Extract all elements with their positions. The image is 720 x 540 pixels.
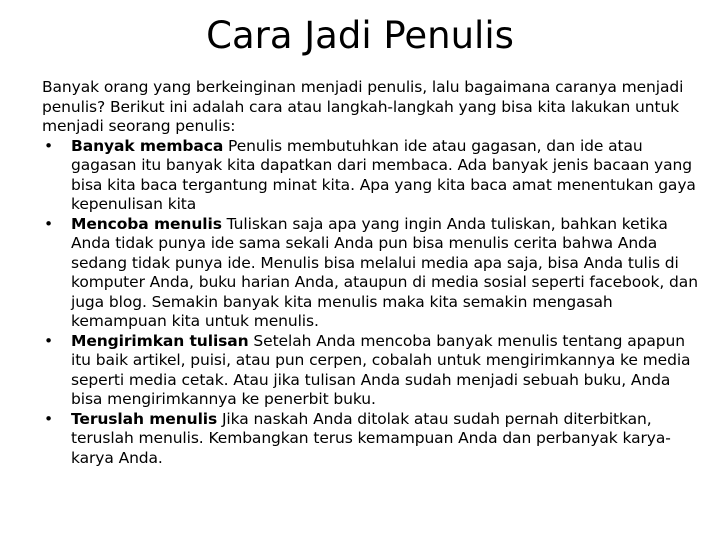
bullet-term: Teruslah menulis xyxy=(71,409,218,428)
slide-title: Cara Jadi Penulis xyxy=(206,14,514,57)
bullet-text: Jika naskah Anda ditolak atau sudah pernah diterbitkan, teruslah menulis. Kembangkan terus kemampuan Anda dan perbanyak karya-karya Anda. xyxy=(71,409,671,467)
bullet-icon: • xyxy=(44,136,54,155)
bullet-icon: • xyxy=(44,331,54,350)
list-item-mencoba-menulis xyxy=(42,215,702,332)
bullet-term: Banyak membaca xyxy=(71,136,224,155)
bullet-text: Setelah Anda mencoba banyak menulis tentang apapun itu baik artikel, puisi, atau pun cerpen, cobalah untuk mengirimkannya ke media seperti media cetak. Atau jika tulisan Anda sudah menjadi sebuah buku, Anda bisa mengirimkannya ke penerbit buku. xyxy=(71,331,691,408)
bullet-term: Mencoba menulis xyxy=(71,214,222,233)
slide-body xyxy=(42,78,702,468)
bullet-icon: • xyxy=(44,409,54,428)
list-item-banyak-membaca xyxy=(42,137,702,215)
bullet-text: Penulis membutuhkan ide atau gagasan, dan ide atau gagasan itu banyak kita dapatkan dari membaca. Ada banyak jenis bacaan yang bisa kita baca tergantung minat kita. Apa yang kita baca amat menentukan gaya kepenulisan kita xyxy=(71,136,696,213)
bullet-text: Tuliskan saja apa yang ingin Anda tuliskan, bahkan ketika Anda tidak punya ide sama sekali Anda pun bisa menulis cerita bahwa Anda sedang tidak punya ide. Menulis bisa melalui media apa saja, bisa Anda tulis di komputer Anda, buku harian Anda, ataupun di media sosial seperti facebook, dan juga blog. Semakin banyak kita menulis maka kita semakin mengasah kemampuan kita untuk menulis. xyxy=(71,214,698,330)
intro-paragraph: Banyak orang yang berkeinginan menjadi penulis, lalu bagaimana caranya menjadi penulis? Berikut ini adalah cara atau langkah-langkah yang bisa kita lakukan untuk menjadi seorang penulis: xyxy=(42,78,684,135)
bullet-list xyxy=(42,137,702,469)
list-item-teruslah-menulis xyxy=(42,410,702,469)
bullet-icon: • xyxy=(44,214,54,233)
bullet-term: Mengirimkan tulisan xyxy=(71,331,249,350)
list-item-mengirimkan-tulisan xyxy=(42,332,702,410)
